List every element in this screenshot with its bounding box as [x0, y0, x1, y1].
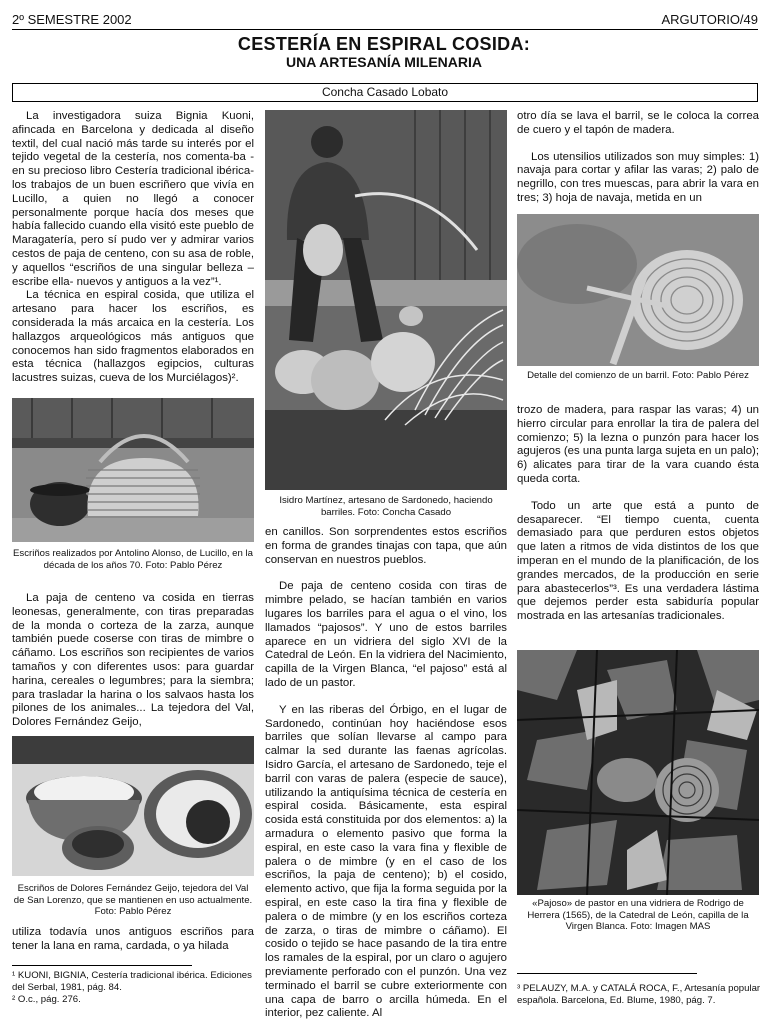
article-title: CESTERÍA EN ESPIRAL COSIDA: [237, 34, 531, 54]
photo-escrinos-val [12, 736, 254, 876]
photo-escrinos-lucillo [12, 398, 254, 542]
page-label: ARGUTORIO/49 [661, 12, 758, 27]
running-header [12, 12, 758, 30]
paragraph: utiliza todavía unos antiguos escriños para tener la lana en rama, cardada, o ya hilada [12, 926, 254, 952]
column-1-mid [12, 592, 254, 730]
issue-label: 2º SEMESTRE 2002 [12, 12, 132, 27]
paragraph: Los utensilios utilizados son muy simples: 1) navaja para cortar y afilar las varas; 2) palo de negrillo, con tres muescas, para abrir la vara en tres; 3) hoja de navaja, metida en un [517, 150, 759, 204]
paragraph: otro día se lava el barril, se le coloca la correa de cuero y el tapón de madera. [517, 110, 759, 136]
column-1-bottom [12, 926, 254, 954]
column-2-text [265, 526, 507, 1021]
caption-photo-4: Detalle del comienzo de un barril. Foto: Pablo Pérez [527, 370, 749, 381]
footnote-1: ¹ KUONI, BIGNIA, Cestería tradicional ibérica. Ediciones del Serbal, 1981, pág. 84. [12, 970, 252, 993]
footnote-3: ³ PELAUZY, M.A. y CATALÁ ROCA, F., Artesanía popular española. Barcelona, Ed. Blume, 1980, pág. 7. [517, 983, 761, 1006]
column-3-top [517, 110, 759, 206]
paragraph: en canillos. Son sorprendentes estos escriños en forma de grandes tinajas con tapa, que aún conservan en nuestros pueblos. [265, 526, 507, 566]
paragraph: trozo de madera, para raspar las varas; 4) un hierro circular para enrollar la tira de palera del comienzo; 5) la lezna o punzón para hacer los agujeros (es una punta larga sujeta en un palo); 6) alicates para tirar de la vara cuando ésta queda corta. [517, 404, 759, 485]
photo-artesano-barriles [265, 110, 507, 490]
caption-photo-3: Isidro Martínez, artesano de Sardonedo, haciendo barriles. Foto: Concha Casado [279, 495, 493, 518]
column-3-mid [517, 404, 759, 624]
paragraph: La técnica en espiral cosida, que utiliza el artesano para hacer los escriños, es considerada la más arcaica en la cestería. Los hallazgos arqueológicos más antiguos que conocemos han sido fragmentos elaborados en esta técnica (hallazgos egipcios, culturas lacustres suizas, cueva de los Murciélagos)². [12, 289, 254, 385]
caption-photo-1: Escriños realizados por Antolino Alonso, de Lucillo, en la década de los años 70. Foto: Pablo Pérez [13, 548, 253, 571]
photo-vidriera-pajoso [517, 650, 759, 895]
footnotes-col1 [12, 970, 257, 1005]
author-box: Concha Casado Lobato [12, 83, 758, 102]
photo-detalle-barril [517, 214, 759, 366]
caption-photo-5: «Pajoso» de pastor en una vidriera de Rodrigo de Herrera (1565), de la Catedral de León, capilla de la Virgen Blanca. Foto: Imagen MAS [527, 898, 749, 933]
footnote-rule [12, 965, 192, 966]
paragraph: De paja de centeno cosida con tiras de mimbre pelado, se hacían también en varios lugares los barriles para el agua o el vino, los llamados “pajosos”. Y uno de estos barriles aparece en un vidriera del siglo XVI de la Catedral de León. En la vidriera del Nacimiento, capilla de la Virgen Blanca, “el pajoso” está al lado de un pastor. [265, 580, 507, 689]
footnote-rule [517, 973, 697, 974]
column-1-top [12, 110, 254, 386]
article-subtitle: UNA ARTESANÍA MILENARIA [286, 54, 482, 70]
paragraph: La investigadora suiza Bignia Kuoni, afincada en Barcelona y dedicada al diseño textil, del cual nació más tarde su interés por el tejido vegetal de la cestería, nos comenta-ba -en su precioso libro Cestería tradicional ibérica- los trabajos de un buen escriñero que vivía en Lucillo, a quien no llegó a conocer personalmente porque hacía dos meses que había fallecido cuando ella visitó este pueblo de Maragatería, pero sí pudo ver y admirar varios cestos de paja de centeno, con su asa de roble, y aquellos “escriños de una singular belleza –escribe ella- nuevos y antiguos a la vez”¹. [12, 110, 254, 288]
footnote-2: ² O.c., pág. 276. [12, 993, 81, 1005]
caption-photo-2: Escriños de Dolores Fernández Geijo, tejedora del Val de San Lorenzo, que se mantienen en uso actualmente. Foto: Pablo Pérez [13, 883, 253, 918]
paragraph: La paja de centeno va cosida en tierras leonesas, generalmente, con tiras preparadas de la monda o corteza de la zarza, aunque también puede coserse con tiras de mimbre o cáñamo. Los escriños son recipientes de varios tamaños y con diferentes usos: para guardar harina, cereales o legumbres; para la siembra; para trasladar la harina o los salvaos hasta los pilones de los animales... La tejedora del Val, Dolores Fernández Geijo, [12, 592, 254, 729]
paragraph: Y en las riberas del Órbigo, en el lugar de Sardonedo, continúan hoy haciéndose esos barriles que solían llevarse al campo para calmar la sed durante las faenas agrícolas. Isidro García, el artesano de Sardonedo, teje el barril con varas de palera (especie de sauce), utilizando la antiquísima técnica de cestería en espiral cosida. Básicamente, esta espiral cosida está constituida por dos elementos: a) la armadura o elemento pasivo que forma la espiral, en este caso la vara fina y flexible de palera o de mimbre (y en el caso de los escriños, la paja de centeno); b) el cosido, elemento activo, que fija la forma seguida por la espiral, en este caso la tira fina y flexible de palera o de mimbre (y en los escriños corteza de zarza, o tiras de mimbre o cáñamo). El cosido o tejido se hace pasando de la tira entre los ramales de la espiral, por un claro o agujero previamente perforado con el punzón. Una vez terminado el barril se cubre exteriormente con una capa de barro o arcilla húmeda. En el interior, pez caliente. Al [265, 703, 507, 1020]
paragraph: Todo un arte que está a punto de desaparecer. “El tiempo cuenta, cuenta demasiado para que perduren estos objetos que laten a ritmos de vida distintos de los que imperan en el mundo de la planificación, de los grandes mercados, de la producción en serie para abastecerlos”³. Es una verdadera lástima que dejemos perder esta sabiduría popular mostrada en las artesanías tradicionales. [517, 499, 759, 623]
